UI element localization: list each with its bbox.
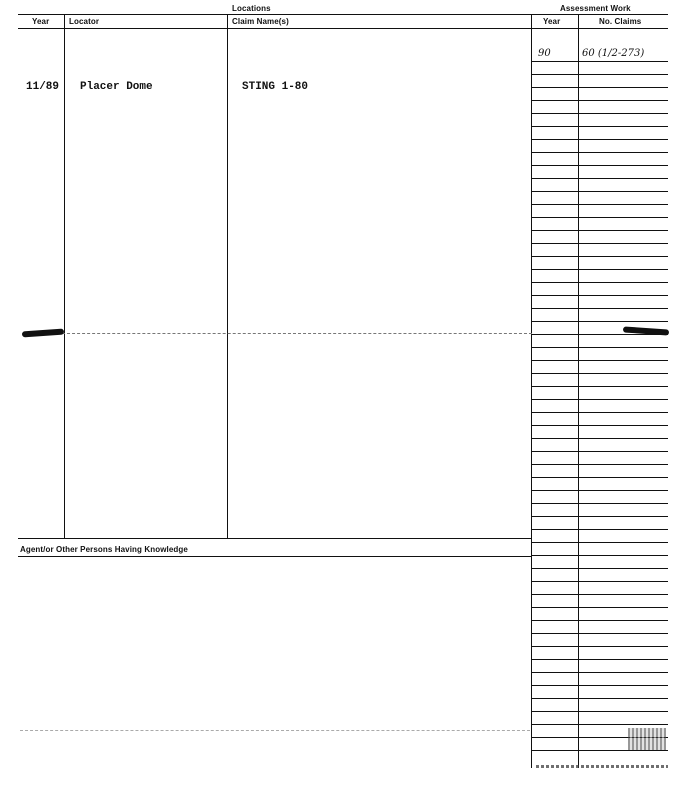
aw-row-rule (531, 724, 668, 725)
col-aw-claims-header: No. Claims (599, 17, 642, 26)
aw-row-rule (531, 100, 668, 101)
aw-row-rule (531, 477, 668, 478)
aw-row-rule (531, 152, 668, 153)
aw-row-rule (531, 672, 668, 673)
aw-row-rule (531, 217, 668, 218)
aw-row-rule (531, 568, 668, 569)
aw-row-rule (531, 490, 668, 491)
col-year-header: Year (32, 17, 50, 26)
aw-row-rule (531, 646, 668, 647)
col-aw-year-header: Year (543, 17, 561, 26)
aw-row-rule (531, 529, 668, 530)
col-locator-header: Locator (69, 17, 100, 26)
aw-row-rule (531, 750, 668, 751)
aw-row-rule (531, 230, 668, 231)
scan-noise-mark (628, 728, 666, 750)
aw-row-rule (531, 555, 668, 556)
aw-row-rule (531, 256, 668, 257)
left-black-mark (22, 329, 64, 338)
aw-row-rule (531, 412, 668, 413)
aw-row-rule (531, 542, 668, 543)
aw-row-rule (531, 243, 668, 244)
aw-row-rule (531, 386, 668, 387)
aw-row-rule (531, 620, 668, 621)
aw-year-claims-divider (578, 14, 579, 768)
aw-claims-entry: 60 (1/2-273) (582, 48, 645, 59)
aw-row-rule (531, 594, 668, 595)
assessment-heading: Assessment Work (560, 4, 631, 13)
aw-row-rule (531, 659, 668, 660)
aw-row-rule (531, 451, 668, 452)
agent-bottom-rule (18, 556, 532, 557)
header-bottom-rule (18, 28, 668, 29)
aw-row-rule (531, 438, 668, 439)
aw-row-rule (531, 165, 668, 166)
locator-claim-divider (227, 14, 228, 538)
aw-row-rule (531, 698, 668, 699)
aw-row-rule (531, 633, 668, 634)
aw-row-rule (531, 685, 668, 686)
aw-row-rule (531, 295, 668, 296)
mid-dashed-rule (62, 333, 532, 335)
aw-row-rule (531, 308, 668, 309)
agent-heading: Agent/or Other Persons Having Knowledge (20, 545, 188, 554)
col-claim-names-header: Claim Name(s) (232, 17, 289, 26)
aw-year-entry: 90 (538, 48, 551, 59)
aw-row-rule (531, 373, 668, 374)
aw-row-rule (531, 282, 668, 283)
aw-row-rule (531, 87, 668, 88)
aw-row-rule (531, 425, 668, 426)
aw-row-rule (531, 178, 668, 179)
bottom-faint-rule (20, 730, 530, 732)
aw-row-rule (531, 126, 668, 127)
aw-row-rule (531, 607, 668, 608)
aw-row-rule (531, 464, 668, 465)
aw-row-rule (531, 360, 668, 361)
aw-row-rule (531, 399, 668, 400)
aw-row-rule (531, 139, 668, 140)
aw-row-rule (531, 204, 668, 205)
aw-row-rule (531, 503, 668, 504)
aw-row-rule (531, 61, 668, 62)
agent-top-rule (18, 538, 532, 539)
location-locator: Placer Dome (80, 81, 153, 93)
year-locator-divider (64, 14, 65, 538)
top-rule (18, 14, 668, 15)
aw-row-rule (531, 581, 668, 582)
bottom-scan-rule (536, 765, 668, 768)
aw-row-rule (531, 711, 668, 712)
location-year: 11/89 (26, 81, 60, 93)
aw-row-rule (531, 516, 668, 517)
location-claim-names: STING 1-80 (242, 81, 309, 93)
aw-row-rule (531, 321, 668, 322)
aw-row-rule (531, 113, 668, 114)
locations-heading: Locations (232, 4, 271, 13)
claim-aw-divider (531, 14, 532, 768)
aw-row-rule (531, 191, 668, 192)
aw-row-rule (531, 269, 668, 270)
aw-row-rule (531, 347, 668, 348)
aw-row-rule (531, 74, 668, 75)
